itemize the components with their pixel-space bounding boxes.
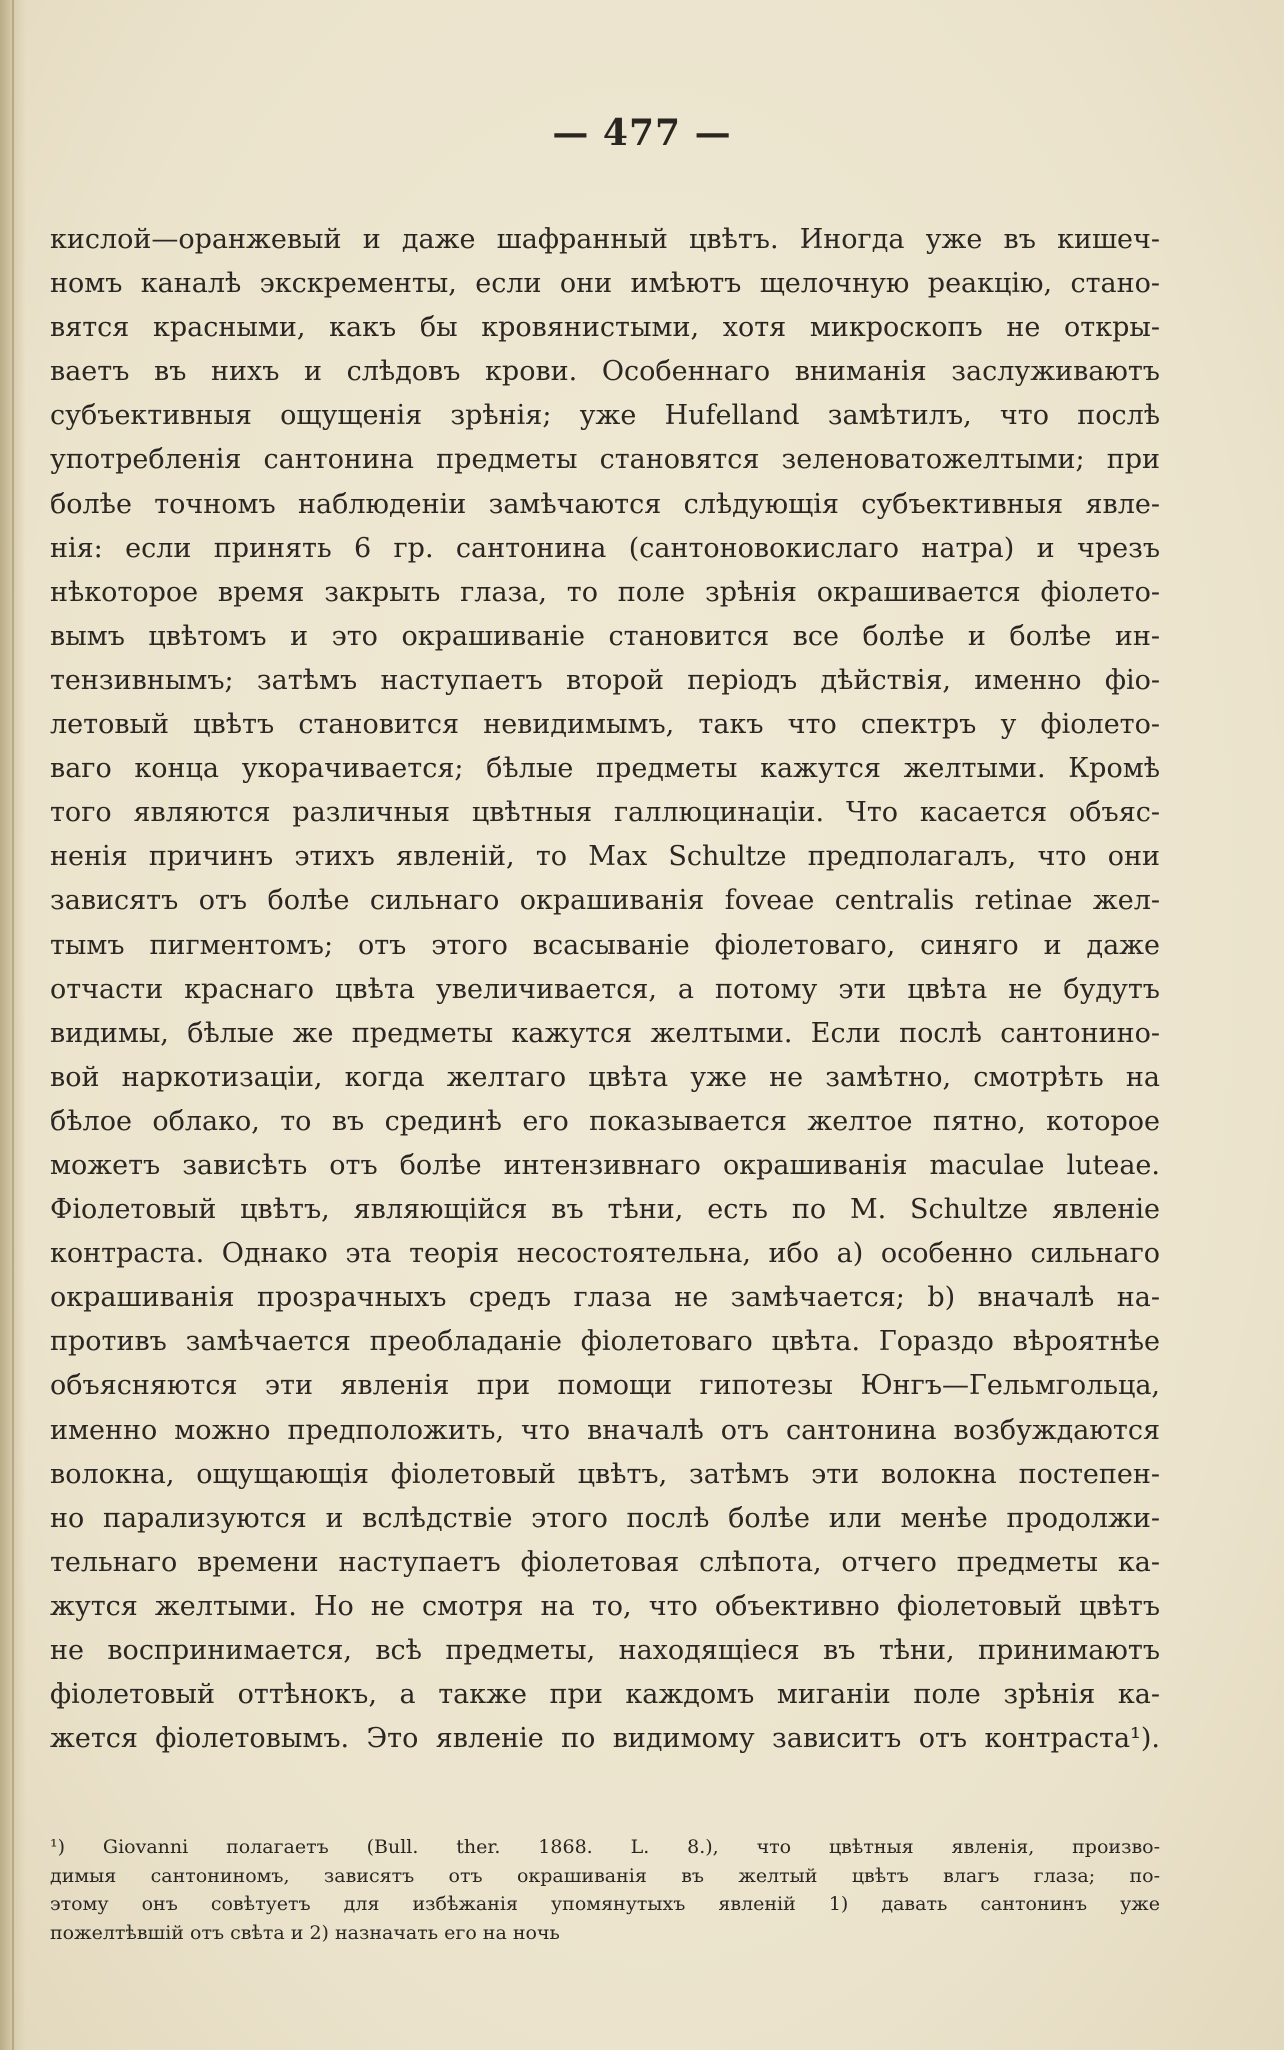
text-line: не воспринимается, всѣ предметы, находящіеся въ тѣни, принимаютъ [50,1635,1160,1666]
text-line: ваго конца укорачивается; бѣлые предметы кажутся желтыми. Кромѣ [50,753,1160,785]
text-line: субъективныя ощущенія зрѣнія; уже Hufelland замѣтилъ, что послѣ [50,400,1160,432]
text-line: кислой—оранжевый и даже шафранный цвѣтъ. Иногда уже въ кишеч- [50,224,1160,255]
text-line: волокна, ощущающія фіолетовый цвѣтъ, затѣмъ эти волокна постепен- [50,1458,1160,1490]
text-line: тензивнымъ; затѣмъ наступаетъ второй періодъ дѣйствія, именно фіо- [50,664,1160,696]
text-line: можетъ зависѣть отъ болѣе интензивнаго окрашиванія maculae luteae. [50,1149,1160,1181]
text-line: противъ замѣчается преобладаніе фіолетоваго цвѣта. Гораздо вѣроятнѣе [50,1326,1160,1358]
text-line: видимы, бѣлые же предметы кажутся желтыми. Если послѣ сантонино- [50,1017,1160,1049]
text-line: именно можно предположить, что вначалѣ отъ сантонина возбуждаются [50,1414,1160,1446]
footnote-line: димыя сантониномъ, зависятъ отъ окрашиванія въ желтый цвѣтъ влагъ глаза; по- [50,1864,1160,1887]
text-line: окрашиванія прозрачныхъ средъ глаза не замѣчается; b) вначалѣ на- [50,1282,1160,1314]
text-line: нія: если принять 6 гр. сантонина (сантоновокислаго натра) и чрезъ [50,532,1160,564]
text-line: ненія причинъ этихъ явленій, то Max Schultze предполагалъ, что они [50,841,1160,873]
text-line: вымъ цвѣтомъ и это окрашиваніе становится все болѣе и болѣе ин- [50,620,1160,652]
text-line: нѣкоторое время закрыть глаза, то поле зрѣнія окрашивается фіолето- [50,576,1160,608]
text-line: употребленія сантонина предметы становятся зеленоватожелтыми; при [50,444,1160,476]
text-line: болѣе точномъ наблюденіи замѣчаются слѣдующія субъективныя явле- [50,488,1160,520]
text-line: бѣлое облако, то въ срединѣ его показывается желтое пятно, которое [50,1105,1160,1137]
text-line: летовый цвѣтъ становится невидимымъ, такъ что спектръ у фіолето- [50,709,1160,741]
text-line: объясняются эти явленія при помощи гипотезы Юнгъ—Гельмгольца, [50,1370,1160,1402]
footnote-line: пожелтѣвшій отъ свѣта и 2) назначать его на ночь [50,1921,560,1944]
text-line: фіолетовый оттѣнокъ, а также при каждомъ миганіи поле зрѣнія ка- [50,1679,1160,1711]
text-line: зависятъ отъ болѣе сильнаго окрашиванія foveae centralis retinae жел- [50,885,1160,917]
text-line: отчасти краснаго цвѣта увеличивается, а потому эти цвѣта не будутъ [50,973,1160,1005]
text-line: вой наркотизаціи, когда желтаго цвѣта уже не замѣтно, смотрѣть на [50,1061,1160,1093]
footnote [50,1833,1160,1947]
text-line: Фіолетовый цвѣтъ, являющійся въ тѣни, есть по M. Schultze явленіе [50,1194,1160,1226]
text-line: тымъ пигментомъ; отъ этого всасываніе фіолетоваго, синяго и даже [50,929,1160,961]
text-line: контраста. Однако эта теорія несостоятельна, ибо a) особенно сильнаго [50,1238,1160,1270]
page-number: — 477 — [552,112,732,154]
text-line: тельнаго времени наступаетъ фіолетовая слѣпота, отчего предметы ка- [50,1546,1160,1578]
text-line: того являются различныя цвѣтныя галлюцинаціи. Что касается объяс- [50,797,1160,829]
text-line: но парализуются и вслѣдствіе этого послѣ болѣе или менѣе продолжи- [50,1502,1160,1534]
text-line: ваетъ въ нихъ и слѣдовъ крови. Особеннаго вниманія заслуживаютъ [50,356,1160,388]
footnote-line: ¹) Giovanni полагаетъ (Bull. ther. 1868. L. 8.), что цвѣтныя явленія, произво- [50,1836,1160,1858]
footnote-line: этому онъ совѣтуетъ для избѣжанія упомянутыхъ явленій 1) давать сантонинъ уже [50,1893,1160,1915]
text-line: жутся желтыми. Но не смотря на то, что объективно фіолетовый цвѣтъ [50,1590,1160,1622]
text-line: жется фіолетовымъ. Это явленіе по видимому зависитъ отъ контраста¹). [50,1723,1160,1755]
main-text [50,218,1160,1761]
binding-edge [12,0,14,2050]
text-line: вятся красными, какъ бы кровянистыми, хотя микроскопъ не откры- [50,312,1160,344]
text-line: номъ каналѣ экскременты, если они имѣютъ щелочную реакцію, стано- [50,268,1160,300]
